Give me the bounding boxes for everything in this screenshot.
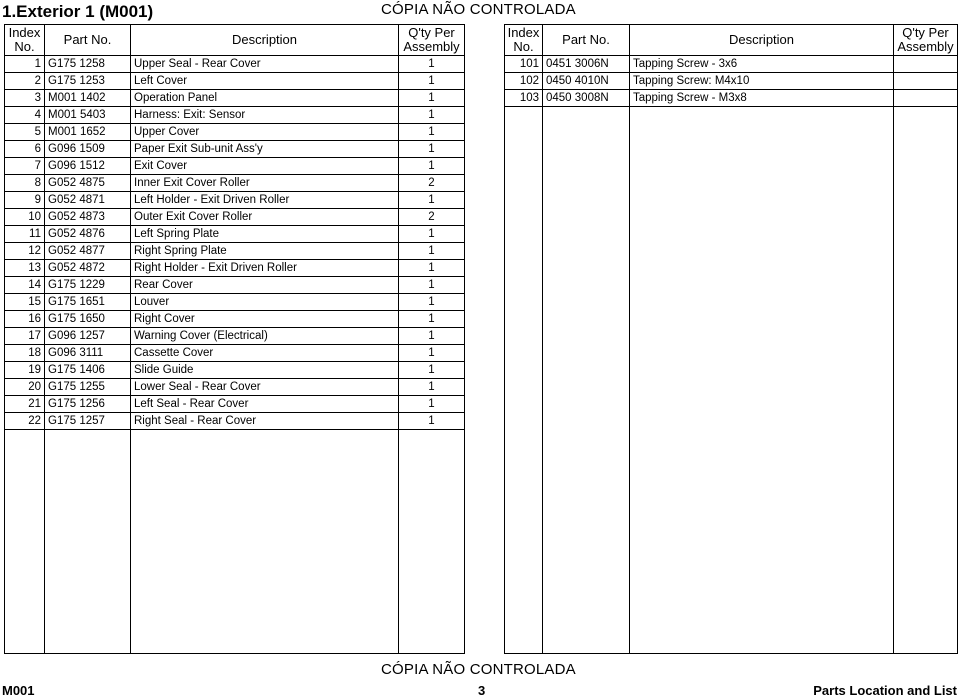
row-index: 21 [5,396,45,413]
row-qty [894,73,958,90]
row-part-no: M001 5403 [45,107,131,124]
table-row [5,56,465,73]
row-index: 17 [5,328,45,345]
header-index [5,25,45,56]
header-index-line2: No. [14,39,35,54]
parts-table-right-body [505,56,958,654]
watermark-top: CÓPIA NÃO CONTROLADA [381,1,576,18]
parts-table-left-body [5,56,465,654]
header-index-line2: No. [513,39,534,54]
row-index: 12 [5,243,45,260]
row-part-no: 0450 3008N [543,90,630,107]
row-qty: 2 [399,175,465,192]
row-qty: 1 [399,311,465,328]
header-part-no: Part No. [45,25,131,56]
row-description: Warning Cover (Electrical) [131,328,399,345]
row-index: 22 [5,413,45,430]
table-row [5,311,465,328]
row-index: 4 [5,107,45,124]
row-part-no: G052 4871 [45,192,131,209]
row-description: Tapping Screw: M4x10 [630,73,894,90]
row-index: 103 [505,90,543,107]
row-description: Right Cover [131,311,399,328]
table-row [5,345,465,362]
footer-page-number: 3 [478,683,486,698]
parts-table-right [504,24,958,654]
row-index: 18 [5,345,45,362]
table-row [5,158,465,175]
table-row [5,396,465,413]
row-qty: 1 [399,294,465,311]
table-header-row [505,25,958,56]
row-part-no: G052 4872 [45,260,131,277]
row-index: 16 [5,311,45,328]
row-part-no: M001 1402 [45,90,131,107]
row-description: Operation Panel [131,90,399,107]
row-qty: 1 [399,226,465,243]
row-qty [894,90,958,107]
row-description: Outer Exit Cover Roller [131,209,399,226]
table-row [5,328,465,345]
row-qty: 1 [399,328,465,345]
row-part-no: G175 1255 [45,379,131,396]
row-part-no: G052 4876 [45,226,131,243]
parts-table-left [4,24,465,654]
row-index: 2 [5,73,45,90]
filler-cell [630,107,894,654]
row-description: Right Seal - Rear Cover [131,413,399,430]
header-description: Description [131,25,399,56]
header-qty [399,25,465,56]
header-part-no: Part No. [543,25,630,56]
row-part-no: G175 1253 [45,73,131,90]
header-index-line1: Index [8,25,41,40]
table-row [5,90,465,107]
table-row [505,56,958,73]
row-part-no: G175 1406 [45,362,131,379]
table-header-row [5,25,465,56]
row-part-no: G175 1651 [45,294,131,311]
table-row [5,260,465,277]
row-qty: 1 [399,73,465,90]
row-description: Louver [131,294,399,311]
row-part-no: G096 1509 [45,141,131,158]
row-index: 8 [5,175,45,192]
row-part-no: 0451 3006N [543,56,630,73]
row-index: 20 [5,379,45,396]
row-index: 6 [5,141,45,158]
row-description: Tapping Screw - M3x8 [630,90,894,107]
header-index [505,25,543,56]
row-description: Harness: Exit: Sensor [131,107,399,124]
row-index: 5 [5,124,45,141]
table-row [5,277,465,294]
row-index: 19 [5,362,45,379]
row-qty: 1 [399,107,465,124]
row-description: Left Holder - Exit Driven Roller [131,192,399,209]
footer-section-title: Parts Location and List [813,683,957,698]
table-filler-row [5,430,465,654]
row-part-no: G175 1258 [45,56,131,73]
row-part-no: G096 1512 [45,158,131,175]
table-row [5,243,465,260]
row-part-no: G096 1257 [45,328,131,345]
row-description: Lower Seal - Rear Cover [131,379,399,396]
row-qty: 1 [399,243,465,260]
page-title: 1.Exterior 1 (M001) [2,2,154,21]
row-qty: 1 [399,141,465,158]
filler-cell [131,430,399,654]
row-description: Inner Exit Cover Roller [131,175,399,192]
table-row [5,209,465,226]
table-row [5,192,465,209]
row-qty [894,56,958,73]
row-part-no: G175 1650 [45,311,131,328]
row-description: Left Spring Plate [131,226,399,243]
filler-cell [5,430,45,654]
table-row [5,73,465,90]
header-qty-line2: Assembly [897,39,954,54]
table-row [505,90,958,107]
table-row [5,141,465,158]
filler-cell [45,430,131,654]
row-part-no: G175 1257 [45,413,131,430]
table-row [5,175,465,192]
row-index: 3 [5,90,45,107]
header-qty-line1: Q'ty Per [902,25,949,40]
row-index: 13 [5,260,45,277]
row-part-no: G096 3111 [45,345,131,362]
row-description: Cassette Cover [131,345,399,362]
header-qty-line2: Assembly [403,39,460,54]
row-qty: 1 [399,345,465,362]
row-index: 11 [5,226,45,243]
row-description: Slide Guide [131,362,399,379]
table-row [5,107,465,124]
table-row [505,73,958,90]
filler-cell [894,107,958,654]
row-index: 10 [5,209,45,226]
row-qty: 1 [399,396,465,413]
watermark-bottom: CÓPIA NÃO CONTROLADA [381,661,576,678]
row-index: 14 [5,277,45,294]
footer-model: M001 [2,683,35,698]
row-description: Paper Exit Sub-unit Ass'y [131,141,399,158]
table-row [5,226,465,243]
header-index-line1: Index [507,25,540,40]
row-qty: 1 [399,124,465,141]
table-row [5,413,465,430]
row-description: Rear Cover [131,277,399,294]
row-qty: 1 [399,277,465,294]
row-qty: 2 [399,209,465,226]
row-part-no: G052 4873 [45,209,131,226]
row-index: 7 [5,158,45,175]
header-description: Description [630,25,894,56]
row-qty: 1 [399,56,465,73]
row-description: Left Seal - Rear Cover [131,396,399,413]
row-description: Upper Cover [131,124,399,141]
row-index: 102 [505,73,543,90]
row-qty: 1 [399,90,465,107]
row-qty: 1 [399,158,465,175]
table-row [5,124,465,141]
row-qty: 1 [399,260,465,277]
table-row [5,294,465,311]
row-index: 15 [5,294,45,311]
row-index: 1 [5,56,45,73]
row-description: Right Spring Plate [131,243,399,260]
row-part-no: M001 1652 [45,124,131,141]
filler-cell [505,107,543,654]
table-row [5,379,465,396]
header-qty-line1: Q'ty Per [408,25,455,40]
table-row [5,362,465,379]
row-qty: 1 [399,379,465,396]
row-part-no: 0450 4010N [543,73,630,90]
row-qty: 1 [399,362,465,379]
row-part-no: G052 4877 [45,243,131,260]
row-description: Left Cover [131,73,399,90]
row-description: Upper Seal - Rear Cover [131,56,399,73]
row-description: Exit Cover [131,158,399,175]
row-description: Right Holder - Exit Driven Roller [131,260,399,277]
row-index: 101 [505,56,543,73]
header-qty [894,25,958,56]
row-index: 9 [5,192,45,209]
table-filler-row [505,107,958,654]
filler-cell [399,430,465,654]
row-part-no: G175 1229 [45,277,131,294]
row-description: Tapping Screw - 3x6 [630,56,894,73]
row-part-no: G175 1256 [45,396,131,413]
filler-cell [543,107,630,654]
row-qty: 1 [399,192,465,209]
row-part-no: G052 4875 [45,175,131,192]
row-qty: 1 [399,413,465,430]
